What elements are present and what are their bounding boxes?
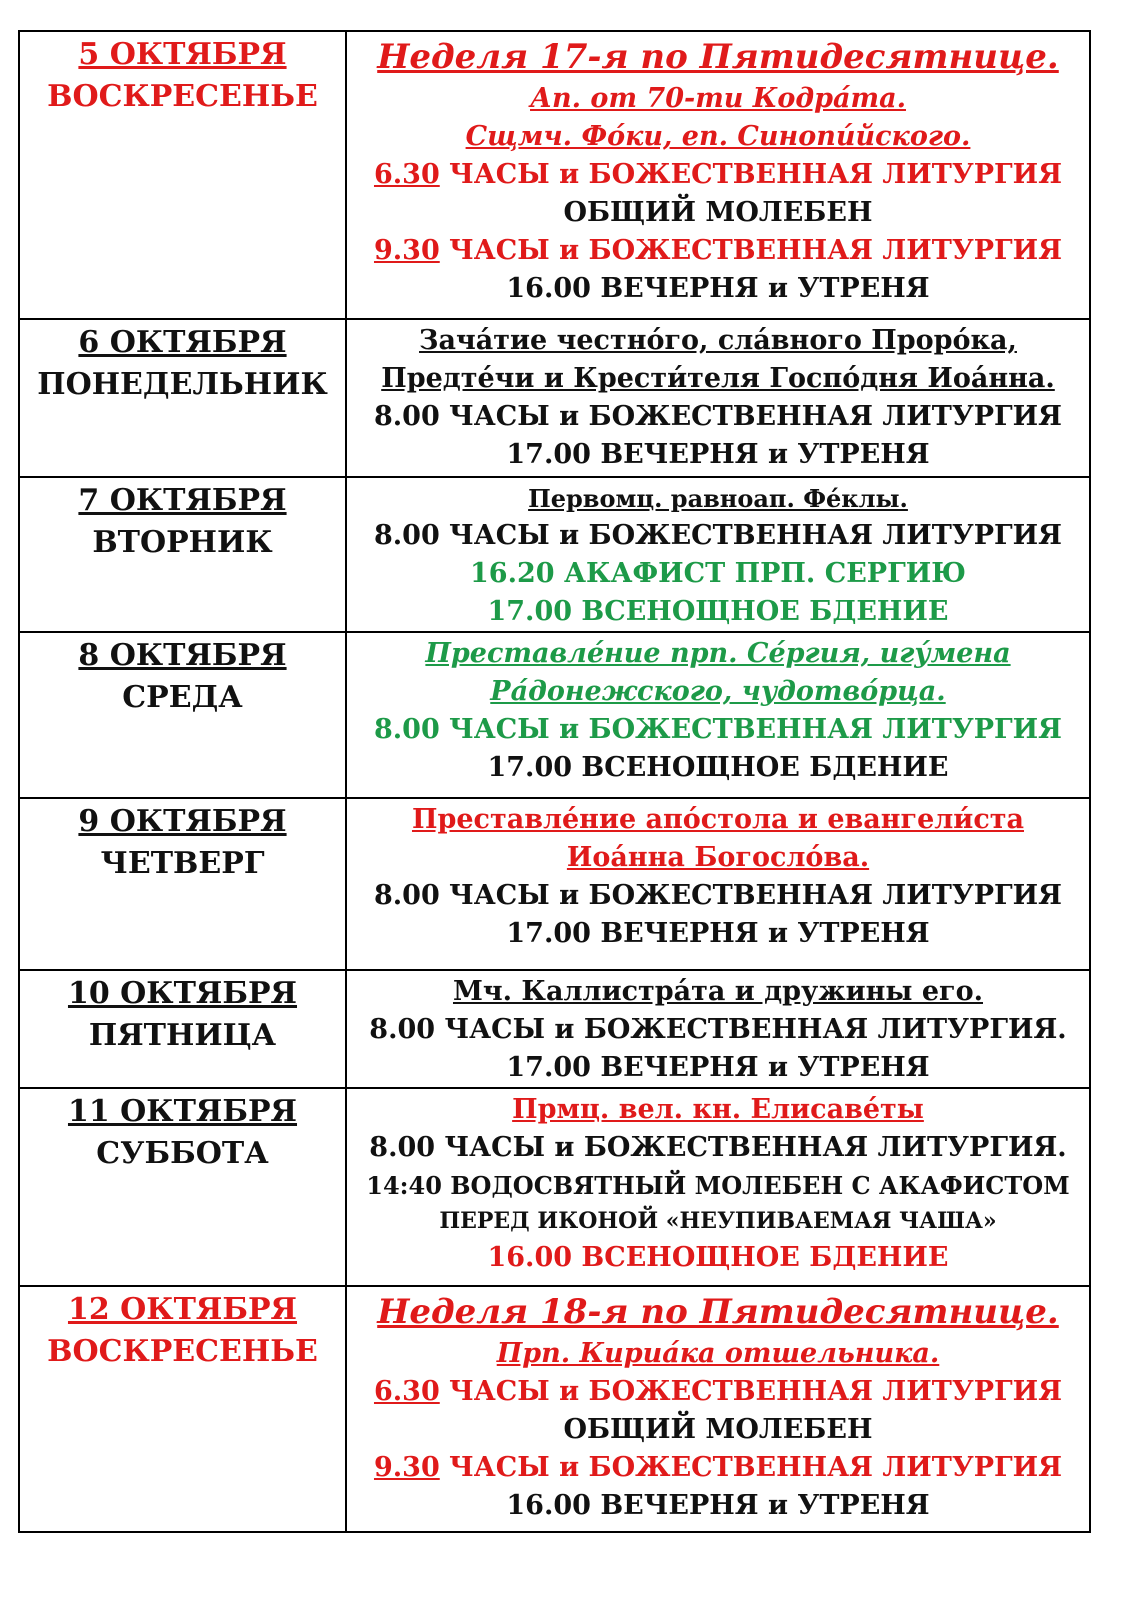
service-text: ЧАСЫ и БОЖЕСТВЕННАЯ ЛИТУРГИЯ [439, 235, 1063, 266]
service-line: 17.00 ВСЕНОЩНОЕ БДЕНИЕ [487, 752, 949, 783]
day-date: 10 ОКТЯБРЯ [67, 976, 298, 1011]
day-weekday: ПОНЕДЕЛЬНИК [37, 367, 328, 402]
service-cell [346, 319, 1090, 477]
service-line: 8.00 ЧАСЫ и БОЖЕСТВЕННАЯ ЛИТУРГИЯ [373, 520, 1062, 551]
schedule-table [18, 30, 1091, 1533]
service-line: Первомц. равноап. Фе́клы. [528, 484, 908, 513]
service-line: Ра́донежского, чудотво́рца. [490, 676, 946, 707]
day-cell [19, 319, 346, 477]
day-row [19, 31, 1090, 319]
day-row [19, 319, 1090, 477]
day-date: 11 ОКТЯБРЯ [67, 1094, 298, 1129]
service-line: 17.00 ВЕЧЕРНЯ и УТРЕНЯ [506, 918, 930, 949]
day-row [19, 1088, 1090, 1286]
day-date: 8 ОКТЯБРЯ [78, 638, 287, 673]
day-weekday: ВОСКРЕСЕНЬЕ [47, 1334, 318, 1369]
day-weekday: ВОСКРЕСЕНЬЕ [47, 79, 318, 114]
service-cell [346, 31, 1090, 319]
service-line: Неделя 17-я по Пятидесятнице. [377, 37, 1059, 77]
day-row [19, 970, 1090, 1088]
day-cell [19, 1286, 346, 1532]
service-line: 16.00 ВЕЧЕРНЯ и УТРЕНЯ [506, 1490, 930, 1521]
service-line: ОБЩИЙ МОЛЕБЕН [563, 1414, 873, 1445]
day-row [19, 798, 1090, 970]
service-cell [346, 477, 1090, 632]
service-line: Неделя 18-я по Пятидесятнице. [377, 1292, 1059, 1332]
service-time: 6.30 [373, 1376, 440, 1407]
day-cell [19, 1088, 346, 1286]
day-weekday: ЧЕТВЕРГ [100, 846, 265, 881]
service-line: Преставле́ние апо́стола и евангели́ста [411, 804, 1024, 835]
day-cell [19, 798, 346, 970]
service-line: 8.00 ЧАСЫ и БОЖЕСТВЕННАЯ ЛИТУРГИЯ [373, 714, 1062, 745]
service-time: 9.30 [373, 235, 440, 266]
service-line: 16.00 ВСЕНОЩНОЕ БДЕНИЕ [487, 1242, 949, 1273]
service-line: 14:40 ВОДОСВЯТНЫЙ МОЛЕБЕН С АКАФИСТОМ [366, 1171, 1070, 1200]
day-row [19, 477, 1090, 632]
service-text: ЧАСЫ и БОЖЕСТВЕННАЯ ЛИТУРГИЯ [439, 1376, 1063, 1407]
service-line: Преставле́ние прп. Се́ргия, игу́мена [425, 638, 1011, 669]
service-text: ЧАСЫ и БОЖЕСТВЕННАЯ ЛИТУРГИЯ [439, 159, 1063, 190]
service-cell [346, 632, 1090, 798]
service-line: Зача́тие честно́го, сла́вного Проро́ка, [419, 325, 1017, 356]
day-date: 7 ОКТЯБРЯ [78, 483, 287, 518]
service-time: 9.30 [373, 1452, 440, 1483]
service-line: ПЕРЕД ИКОНОЙ «НЕУПИВАЕМАЯ ЧАША» [439, 1208, 997, 1234]
service-line: 17.00 ВЕЧЕРНЯ и УТРЕНЯ [506, 1052, 930, 1083]
service-line: Прмц. вел. кн. Елисаве́ты [512, 1094, 924, 1125]
day-date: 6 ОКТЯБРЯ [78, 325, 287, 360]
service-text: ЧАСЫ и БОЖЕСТВЕННАЯ ЛИТУРГИЯ [439, 1452, 1063, 1483]
service-line: 8.00 ЧАСЫ и БОЖЕСТВЕННАЯ ЛИТУРГИЯ. [369, 1132, 1067, 1163]
service-cell [346, 970, 1090, 1088]
day-weekday: СРЕДА [122, 680, 243, 715]
service-cell [346, 1088, 1090, 1286]
service-line: 17.00 ВСЕНОЩНОЕ БДЕНИЕ [487, 596, 949, 627]
service-cell [346, 1286, 1090, 1532]
day-row [19, 1286, 1090, 1532]
service-line-timed [349, 156, 1087, 194]
day-cell [19, 632, 346, 798]
day-date: 9 ОКТЯБРЯ [78, 804, 287, 839]
service-line-timed [349, 1449, 1087, 1487]
service-line: Сщмч. Фо́ки, еп. Синопи́йского. [465, 121, 971, 152]
service-line: Мч. Каллистра́та и дружины его. [452, 976, 983, 1007]
service-line: 16.20 АКАФИСТ ПРП. СЕРГИЮ [470, 558, 966, 589]
day-date: 5 ОКТЯБРЯ [78, 37, 287, 72]
service-cell [346, 798, 1090, 970]
day-date: 12 ОКТЯБРЯ [67, 1292, 298, 1327]
day-cell [19, 31, 346, 319]
service-time: 6.30 [373, 159, 440, 190]
service-line: Ап. от 70-ти Кодра́та. [530, 83, 906, 114]
day-weekday: ПЯТНИЦА [88, 1018, 277, 1053]
day-weekday: СУББОТА [96, 1136, 269, 1171]
service-line-timed [349, 1373, 1087, 1411]
service-line: Предте́чи и Крести́теля Госпо́дня Иоа́нна. [381, 363, 1055, 394]
service-line: Прп. Кириа́ка отшельника. [496, 1338, 940, 1369]
service-line: 8.00 ЧАСЫ и БОЖЕСТВЕННАЯ ЛИТУРГИЯ. [369, 1014, 1067, 1045]
day-cell [19, 477, 346, 632]
service-line: 8.00 ЧАСЫ и БОЖЕСТВЕННАЯ ЛИТУРГИЯ [373, 401, 1062, 432]
day-weekday: ВТОРНИК [92, 525, 273, 560]
day-row [19, 632, 1090, 798]
service-line: 17.00 ВЕЧЕРНЯ и УТРЕНЯ [506, 439, 930, 470]
service-line: 16.00 ВЕЧЕРНЯ и УТРЕНЯ [506, 273, 930, 304]
service-line: ОБЩИЙ МОЛЕБЕН [563, 197, 873, 228]
service-line-timed [349, 232, 1087, 270]
service-line: Иоа́нна Богосло́ва. [566, 842, 870, 873]
service-line: 8.00 ЧАСЫ и БОЖЕСТВЕННАЯ ЛИТУРГИЯ [373, 880, 1062, 911]
day-cell [19, 970, 346, 1088]
